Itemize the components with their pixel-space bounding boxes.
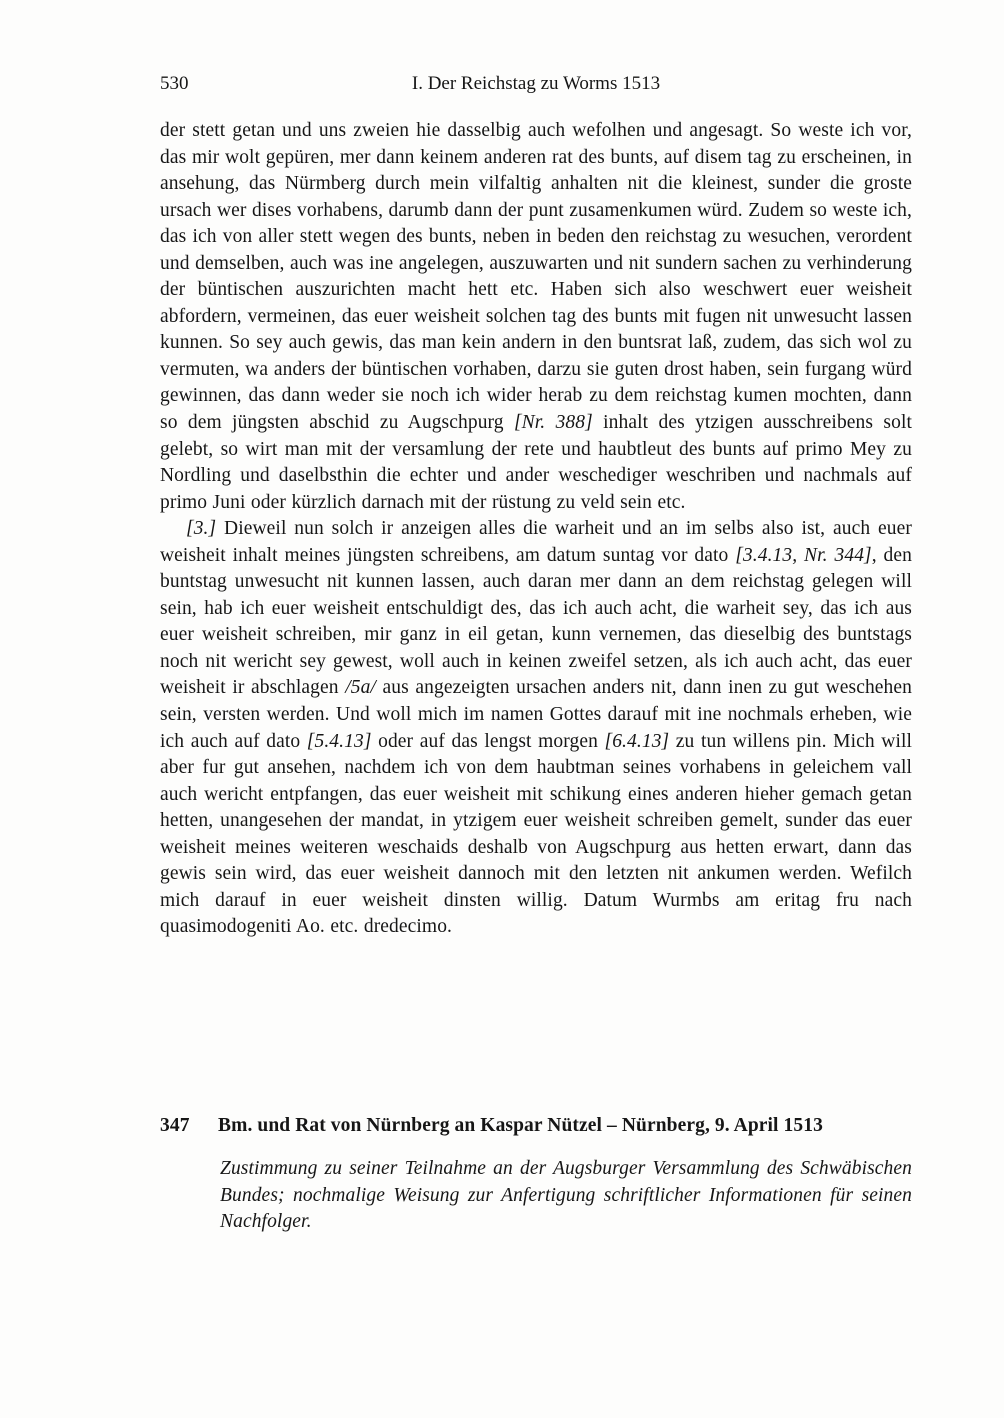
paragraph [160, 516, 912, 941]
text-run: oder auf das lengst morgen [371, 730, 605, 752]
entry-number: 347 [160, 1115, 190, 1136]
inline-reference: [5.4.13] [306, 730, 372, 752]
text-run: der stett getan und uns zweien hie dasselbig auch wefolhen und angesagt. So weste ich vor, das mir wolt gepüren, mer dann keinem anderen rat des bunts, auf disem tag zu erscheinen, in ansehung, das Nürmberg durch mein vilfaltig anhalten nit die kleinest, sunder die groste ursach wer dises vorhabens, darumb dann der punt zusamenkumen würd. Zudem so weste ich, das ich von aller stett wegen des bunts, neben in beden den reichstag zu wesuchen, verordent und demselben, auch was ine angelegen, auszuwarten und nit sundern sachen zu verhinderung der büntischen auszurichten macht hett etc. Haben sich also weschwert euer weisheit abfordern, vermeinen, das euer weisheit solchen tag des bunts mit fugen nit unwesucht lassen kunnen. So sey auch gewis, das man kein andern in den buntsrat laß, zudem, das sich wol zu vermuten, wa anders der büntischen vorhaben, darzu sie guten drost haben, sein furgang würd gewinnen, das dann weder sie noch ich wider herab zu dem reichstag kumen mochten, dann so dem jüngsten abschid zu Augschpurg [160, 120, 912, 434]
entry-section [160, 1112, 912, 1236]
entry-heading [160, 1112, 912, 1139]
inline-reference: [Nr. 388] [513, 412, 593, 434]
page-header [160, 72, 912, 96]
inline-reference: /5a/ [345, 677, 376, 699]
running-header: I. Der Reichstag zu Worms 1513 [411, 73, 661, 94]
paragraph [160, 118, 912, 516]
inline-reference: [3.] [186, 518, 217, 540]
text-run: inhalt des ytzigen ausschreibens solt gelebt, so wirt man mit der versamlung der rete und haubtleut des bunts auf primo Mey zu Nordling und daselbsthin die echter und ander weschediger weschriben und nachmals auf primo Juni oder kürzlich darnach mit der rüstung zu veld sein etc. [160, 412, 912, 513]
entry-title: Bm. und Rat von Nürnberg an Kaspar Nützel – Nürnberg, 9. April 1513 [218, 1115, 823, 1136]
text-run: aus angezeigten ursachen anders nit, dann inen zu gut weschehen sein, versten werden. Und woll mich im namen Gottes darauf mit ine nochmals erheben, wie ich auch auf dato [160, 677, 913, 752]
entry-summary: Zustimmung zu seiner Teilnahme an der Augsburger Versammlung des Schwäbischen Bundes; nochmalige Weisung zur Anfertigung schriftlicher Informationen für seinen Nachfolger. [220, 1158, 912, 1233]
text-run: Dieweil nun solch ir anzeigen alles die warheit und an im selbs also ist, auch euer weisheit inhalt meines jüngsten schreibens, am datum suntag vor dato [160, 518, 912, 566]
inline-reference: [3.4.13, Nr. 344] [735, 544, 872, 566]
text-run: zu tun willens pin. Mich will aber fur gut ansehen, nachdem ich von dem haubtman seines vorhabens in geleichem vall auch wericht entpfangen, das euer weisheit mit schikung eines anderen hieher gemach getan hetten, unangesehen der mandat, in ytzigem euer weisheit schreiben gemelt, sunder das euer weisheit meines weiteren weschaids deshalb von Augschpurg aus hetten erwart, dann das gewis sein wird, das euer weisheit dannoch mit den letzten nit ankumen werden. Wefilch mich darauf in euer weisheit dinsten willig. Datum Wurmbs am eritag fru nach quasimodogeniti Ao. etc. dredecimo. [160, 730, 912, 938]
page-number: 530 [160, 73, 189, 94]
text-run: , den buntstag unwesucht nit kunnen lassen, auch daran mer dann an dem reichstag gelegen will sein, hab ich euer weisheit entschuldigt des, das ich auch acht, die warheit sey, das ich aus euer weisheit schreiben, mir ganz in eil getan, kunn vernemen, das dieselbig des buntstags noch nit wericht sey gewest, woll auch in keinen zweifel setzen, als ich auch acht, das euer weisheit ir abschlagen [160, 544, 913, 699]
inline-reference: [6.4.13] [604, 730, 670, 752]
page-content [160, 72, 912, 941]
body-paragraphs [160, 118, 912, 941]
